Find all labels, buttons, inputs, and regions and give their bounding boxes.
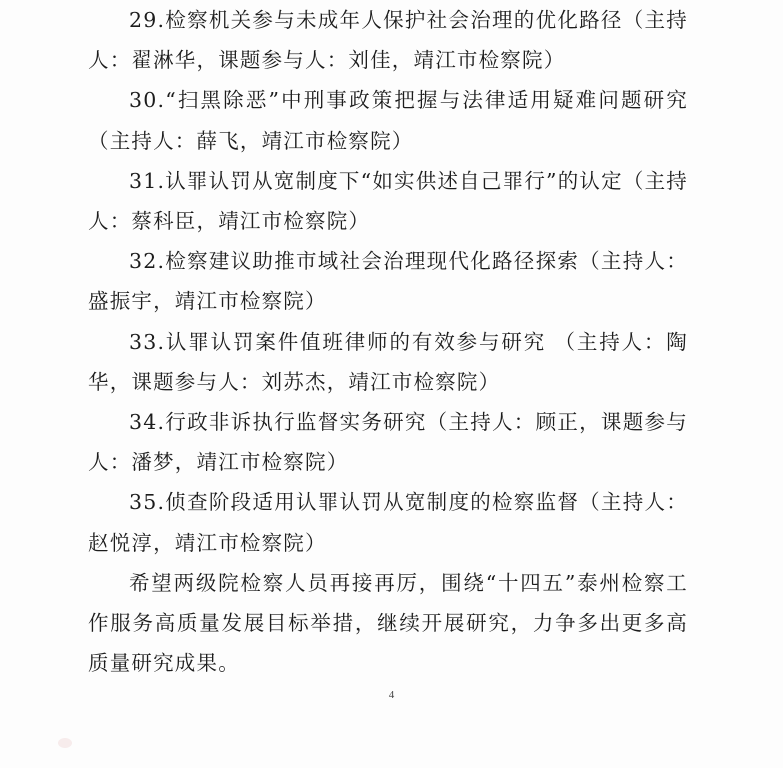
list-item: 30.“扫黑除恶”中刑事政策把握与法律适用疑难问题研究（主持人：薛飞，靖江市检察院） (88, 88, 688, 153)
list-item: 35.侦查阶段适用认罪认罚从宽制度的检察监督（主持人：赵悦淳，靖江市检察院） (88, 490, 688, 555)
list-item: 34.行政非诉执行监督实务研究（主持人：顾正，课题参与人：潘梦，靖江市检察院） (88, 410, 688, 475)
list-item: 32.检察建议助推市域社会治理现代化路径探索（主持人：盛振宇，靖江市检察院） (88, 249, 688, 314)
document-body (88, 0, 688, 683)
closing-paragraph: 希望两级院检察人员再接再厉，围绕“十四五”泰州检察工作服务高质量发展目标举措，继续开展研究，力争多出更多高质量研究成果。 (88, 570, 688, 676)
list-item: 33.认罪认罚案件值班律师的有效参与研究 （主持人：陶华，课题参与人：刘苏杰，靖江市检察院） (88, 329, 688, 394)
list-item: 29.检察机关参与未成年人保护社会治理的优化路径（主持人：翟淋华，课题参与人：刘佳，靖江市检察院） (88, 8, 688, 73)
list-item: 31.认罪认罚从宽制度下“如实供述自己罪行”的认定（主持人：蔡科臣，靖江市检察院） (88, 168, 688, 234)
page-number: 4 (388, 689, 395, 701)
scan-smudge (58, 738, 72, 748)
